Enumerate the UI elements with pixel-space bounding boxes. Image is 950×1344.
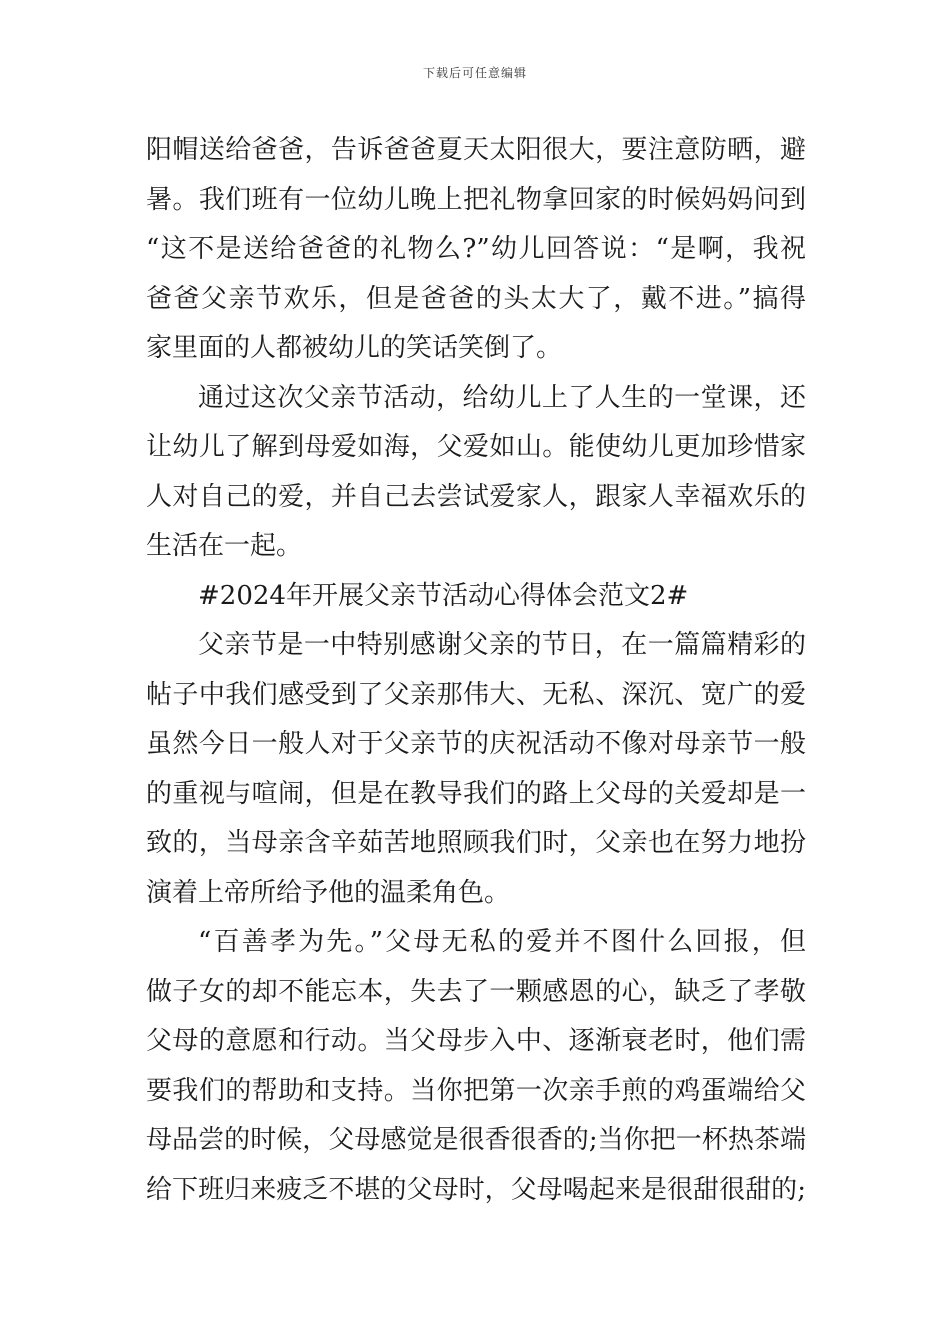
text-line: 阳帽送给爸爸，告诉爸爸夏天太阳很大，要注意防晒，避 (146, 135, 806, 165)
section-heading: #2024年开展父亲节活动心得体会范文2# (198, 580, 689, 611)
text-line: 的重视与喧闹，但是在教导我们的路上父母的关爱却是一 (146, 778, 806, 809)
text-line: “这不是送给爸爸的礼物么?”幼儿回答说：“是啊，我祝 (146, 234, 806, 264)
text-line: 要我们的帮助和支持。当你把第一次亲手煎的鸡蛋端给父 (146, 1075, 806, 1106)
text-line: 虽然今日一般人对于父亲节的庆祝活动不像对母亲节一般 (146, 729, 806, 759)
text-line: 父母的意愿和行动。当父母步入中、逐渐衰老时，他们需 (146, 1026, 806, 1056)
text-line: “百善孝为先。”父母无私的爱并不图什么回报，但 (198, 927, 806, 957)
text-line: 做子女的却不能忘本，失去了一颗感恩的心，缺乏了孝敬 (146, 976, 806, 1007)
text-line: 让幼儿了解到母爱如海，父爱如山。能使幼儿更加珍惜家 (146, 432, 806, 462)
document-body (146, 126, 806, 1215)
text-line: 通过这次父亲节活动，给幼儿上了人生的一堂课，还 (198, 382, 806, 413)
text-line: 帖子中我们感受到了父亲那伟大、无私、深沉、宽广的爱 (146, 679, 806, 710)
text-line: 母品尝的时候，父母感觉是很香很香的;当你把一杯热茶端 (146, 1125, 806, 1155)
text-line: 人对自己的爱，并自己去尝试爱家人，跟家人幸福欢乐的 (146, 481, 806, 512)
text-line: 爸爸父亲节欢乐，但是爸爸的头太大了，戴不进。”搞得 (146, 283, 806, 314)
text-line: 暑。我们班有一位幼儿晚上把礼物拿回家的时候妈妈问到 (146, 184, 806, 215)
text-line: 家里面的人都被幼儿的笑话笑倒了。 (146, 333, 563, 363)
text-line: 父亲节是一中特别感谢父亲的节日，在一篇篇精彩的 (198, 630, 806, 660)
text-line: 致的，当母亲含辛茹苦地照顾我们时，父亲也在努力地扮 (146, 828, 806, 858)
text-line: 演着上帝所给予他的温柔角色。 (146, 877, 511, 908)
text-line: 生活在一起。 (146, 531, 303, 561)
text-line: 给下班归来疲乏不堪的父母时，父母喝起来是很甜很甜的; (146, 1174, 806, 1205)
page-header: 下载后可任意编辑 (422, 66, 527, 80)
